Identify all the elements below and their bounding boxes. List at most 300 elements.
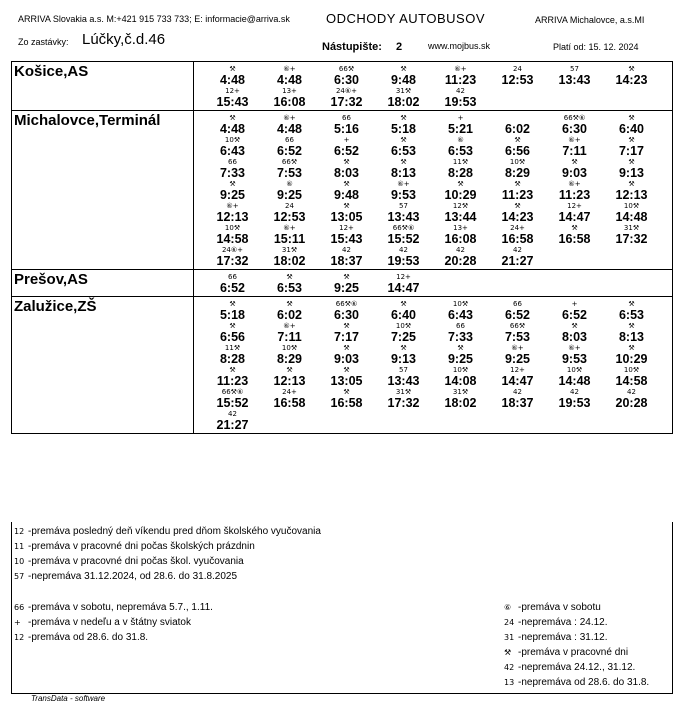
departure-entry [318,157,375,179]
departure-entry [375,64,432,86]
departure-note-mark: ⚒ [571,224,578,232]
departure-note-mark: 11⚒ [224,344,241,352]
departure-note-mark: ⚒ [343,273,350,281]
departure-note-mark: + [343,136,350,144]
departure-note-mark: ⑥+ [283,65,296,73]
departure-grid [194,297,672,433]
departure-note-mark: 24⑥+ [335,87,358,95]
departure-note-mark: ⚒ [514,136,521,144]
departure-time: 12:13 [216,210,249,224]
departure-time: 8:28 [219,352,246,366]
departure-time: 14:23 [615,73,648,87]
departure-time: 7:33 [219,166,246,180]
departure-entry [318,201,375,223]
departure-entry [318,223,375,245]
departure-entry [546,223,603,245]
website: www.mojbus.sk [428,41,491,51]
departure-note-mark: 10⚒ [623,202,640,210]
departure-entry [204,223,261,245]
legend-item [504,677,649,688]
departure-entry [489,299,546,321]
departure-note-mark: 42 [342,246,351,254]
departure-note-mark: 66⚒⑥ [335,300,358,308]
departure-note-mark: 11⚒ [452,158,469,166]
departure-entry [432,179,489,201]
departure-entry [432,343,489,365]
departure-time: 6:52 [561,308,588,322]
legend-item [14,571,237,582]
departure-entry [204,409,261,431]
legend-symbol: + [14,618,21,627]
destination-row [12,62,672,111]
departure-note-mark: + [457,114,464,122]
departure-note-mark: 66 [285,136,294,144]
legend-item [14,602,213,613]
departure-entry [318,179,375,201]
legend-symbol: 12 [14,527,25,536]
departure-time: 9:53 [390,188,417,202]
departure-time: 13:43 [558,73,591,87]
departure-time: 12:53 [273,210,306,224]
departure-entry [318,86,375,108]
departure-entry [375,201,432,223]
departure-note-mark: ⚒ [571,322,578,330]
departure-note-mark: ⚒ [286,273,293,281]
departure-note-mark: 10⚒ [224,224,241,232]
departure-entry [546,135,603,157]
departure-time: 8:13 [390,166,417,180]
departure-time: 8:13 [618,330,645,344]
departure-entry [432,86,489,108]
departure-entry [375,86,432,108]
departure-entry [489,64,546,86]
departure-time: 6:53 [390,144,417,158]
departure-note-mark: 10⚒ [509,158,526,166]
destination-row [12,270,672,297]
departure-entry [375,343,432,365]
departure-entry [546,365,603,387]
departure-note-mark: 10⚒ [224,136,241,144]
departure-note-mark: 24 [285,202,294,210]
destination-row [12,111,672,270]
departure-time: 12:13 [273,374,306,388]
departure-entry [603,201,660,223]
departure-entry [261,64,318,86]
departure-entry [318,272,375,294]
departure-note-mark: 42 [513,388,522,396]
departure-time: 4:48 [276,73,303,87]
departure-entry [546,321,603,343]
departure-entry [204,365,261,387]
legend-item [504,617,608,628]
departure-entry [204,321,261,343]
departure-entry [318,299,375,321]
legend-item [14,632,148,643]
departure-entry [318,245,375,267]
departure-time: 15:43 [330,232,363,246]
legend-text: -premáva v pracovné dni počas školských prázdnin [28,541,255,552]
departure-entry [489,365,546,387]
departure-entry [261,135,318,157]
departure-entry [318,343,375,365]
departure-entry [546,343,603,365]
departure-grid [194,270,672,296]
departure-time: 7:53 [504,330,531,344]
legend-item [14,541,255,552]
departure-time: 16:58 [501,232,534,246]
departure-time: 4:48 [219,73,246,87]
departure-entry [261,201,318,223]
departure-time: 7:53 [276,166,303,180]
departure-entry [375,299,432,321]
departure-time: 7:25 [390,330,417,344]
departure-time: 17:32 [330,95,363,109]
departure-time: 19:53 [444,95,477,109]
departure-entry [603,387,660,409]
departure-note-mark: 66 [342,114,351,122]
legend-item [504,602,601,613]
departure-entry [204,272,261,294]
departure-entry [204,135,261,157]
departure-entry [204,113,261,135]
departure-entry [261,179,318,201]
departure-note-mark: 10⚒ [395,322,412,330]
departure-grid [194,62,672,110]
departure-time: 6:53 [447,144,474,158]
departure-note-mark: 66⚒⑥ [221,388,244,396]
departure-time: 14:48 [558,374,591,388]
departure-time: 14:47 [387,281,420,295]
departure-entry [432,299,489,321]
departure-note-mark: 42 [570,388,579,396]
departure-entry [489,157,546,179]
departure-time: 9:25 [447,352,474,366]
legend-symbol: 13 [504,678,515,687]
departure-entry [432,113,489,135]
departure-time: 5:21 [447,122,474,136]
departure-entry [603,343,660,365]
departure-note-mark: 42 [228,410,237,418]
departure-entry [204,179,261,201]
departure-entry [261,387,318,409]
legend-item [14,617,191,628]
departure-note-mark: ⚒ [343,158,350,166]
legend-text: -premáva v pracovné dni počas škol. vyučovania [28,556,244,567]
departure-note-mark: ⑥ [286,180,293,188]
departure-time: 18:02 [444,396,477,410]
departure-note-mark: ⚒ [343,202,350,210]
legend-symbol: 12 [14,633,25,642]
departure-entry [204,387,261,409]
departure-time: 17:32 [387,396,420,410]
departure-note-mark: ⑥+ [283,224,296,232]
departure-time: 9:25 [219,188,246,202]
departure-note-mark: ⚒ [229,114,236,122]
departure-time: 14:23 [501,210,534,224]
departure-time: 6:43 [219,144,246,158]
departure-entry [318,113,375,135]
departure-note-mark: 12+ [567,202,582,210]
departure-note-mark: 12⚒ [452,202,469,210]
departure-time: 6:52 [333,144,360,158]
departure-time: 6:30 [333,308,360,322]
departure-note-mark: 12+ [510,366,525,374]
departure-note-mark: 42 [456,87,465,95]
departure-entry [546,387,603,409]
departure-entry [603,135,660,157]
departure-time: 13:44 [444,210,477,224]
departure-time: 15:52 [216,396,249,410]
legend-text: -premáva v nedeľu a v štátny sviatok [28,617,191,628]
departure-time: 13:05 [330,210,363,224]
departure-time: 21:27 [501,254,534,268]
departure-note-mark: ⚒ [400,344,407,352]
departure-note-mark: ⑥+ [283,322,296,330]
departure-note-mark: 24+ [510,224,525,232]
departure-note-mark: ⚒ [514,180,521,188]
departure-entry [318,64,375,86]
departure-time: 16:58 [273,396,306,410]
departure-entry [318,365,375,387]
departure-time: 16:08 [273,95,306,109]
departure-time: 8:29 [276,352,303,366]
legend-text: -premáva v pracovné dni [518,647,629,658]
departure-time: 8:03 [561,330,588,344]
departure-time: 18:02 [387,95,420,109]
departure-note-mark: 13+ [453,224,468,232]
legend-text: -premáva od 28.6. do 31.8. [28,632,149,643]
departure-time: 14:47 [501,374,534,388]
departure-entry [261,299,318,321]
departure-time: 17:32 [615,232,648,246]
departure-time: 15:43 [216,95,249,109]
departure-note-mark: ⑥+ [568,180,581,188]
departure-entry [375,272,432,294]
departure-note-mark: ⚒ [400,158,407,166]
departure-time: 16:08 [444,232,477,246]
departure-entry [546,157,603,179]
departure-note-mark: 13+ [282,87,297,95]
departure-entry [432,223,489,245]
departure-time: 6:56 [219,330,246,344]
departure-time: 15:52 [387,232,420,246]
departure-entry [489,343,546,365]
legend-symbol: ⚒ [504,648,512,657]
departure-time: 16:58 [330,396,363,410]
departure-time: 9:48 [390,73,417,87]
departure-time: 5:16 [333,122,360,136]
departure-note-mark: ⚒ [343,322,350,330]
departure-note-mark: ⑥ [457,136,464,144]
legend-text: -premáva v sobotu [518,602,601,613]
departure-time: 14:58 [615,374,648,388]
departure-note-mark: ⚒ [628,65,635,73]
departure-time: 16:58 [558,232,591,246]
destination-name: Zalužice,ZŠ [12,297,194,433]
departure-note-mark: ⚒ [400,65,407,73]
departure-time: 6:53 [276,281,303,295]
legend-item [14,526,321,537]
departure-entry [261,223,318,245]
departure-time: 9:25 [276,188,303,202]
departure-entry [318,387,375,409]
departure-note-mark: 10⚒ [623,366,640,374]
departure-note-mark: ⚒ [229,366,236,374]
departure-entry [432,157,489,179]
departure-note-mark: ⚒ [571,158,578,166]
departure-note-mark: 24⑥+ [221,246,244,254]
departure-time: 14:58 [216,232,249,246]
departure-note-mark: ⑥+ [454,65,467,73]
departure-note-mark: ⚒ [628,344,635,352]
departure-note-mark: 66 [228,273,237,281]
departure-note-mark: 10⚒ [452,300,469,308]
departure-note-mark: ⚒ [286,366,293,374]
departure-grid [194,111,672,269]
departure-time: 7:17 [333,330,360,344]
departure-note-mark: ⚒ [400,136,407,144]
departure-entry [375,179,432,201]
legend-item [504,647,628,658]
departure-entry [546,179,603,201]
legend-text: -nepremáva 31.12.2024, od 28.6. do 31.8.2025 [28,571,238,582]
departure-time: 21:27 [216,418,249,432]
departure-entry [261,321,318,343]
departure-entry [375,245,432,267]
departure-entry [432,64,489,86]
departure-entry [489,387,546,409]
departure-time: 9:25 [333,281,360,295]
departure-time: 6:52 [276,144,303,158]
departure-time: 6:52 [504,308,531,322]
departure-entry [489,245,546,267]
departure-note-mark: + [571,300,578,308]
departure-time: 19:53 [387,254,420,268]
departure-note-mark: 31⚒ [395,388,412,396]
departure-note-mark: ⚒ [400,300,407,308]
departure-time: 5:18 [390,122,417,136]
legend-text: -nepremáva od 28.6. do 31.8. [518,677,650,688]
departure-note-mark: 66⚒ [509,322,526,330]
departure-entry [546,299,603,321]
departure-time: 10:29 [615,352,648,366]
departure-note-mark: 12+ [225,87,240,95]
departure-note-mark: ⚒ [229,322,236,330]
departure-note-mark: ⚒ [628,300,635,308]
departure-time: 14:08 [444,374,477,388]
departure-note-mark: 66⚒ [281,158,298,166]
departure-note-mark: 24+ [282,388,297,396]
departure-entry [261,245,318,267]
departure-note-mark: 66 [228,158,237,166]
legend-item [14,556,244,567]
departure-entry [603,365,660,387]
departure-entry [261,272,318,294]
departure-time: 9:13 [618,166,645,180]
departure-note-mark: 10⚒ [566,366,583,374]
legend-symbol: 57 [14,572,25,581]
departure-note-mark: ⚒ [514,202,521,210]
legend-text: -nepremáva : 31.12. [518,632,608,643]
departure-note-mark: ⑥+ [283,114,296,122]
departure-entry [204,245,261,267]
departure-entry [261,86,318,108]
departure-entry [603,113,660,135]
departure-entry [261,157,318,179]
page-title: ODCHODY AUTOBUSOV [326,11,485,26]
company-contact: ARRIVA Slovakia a.s. M:+421 915 733 733; E: informacie@arriva.sk [18,14,290,24]
departure-time: 11:23 [444,73,477,87]
departure-time: 13:43 [387,374,420,388]
departure-entry [603,157,660,179]
departure-entry [603,299,660,321]
departure-time: 11:23 [558,188,591,202]
departure-entry [375,365,432,387]
departure-time: 17:32 [216,254,249,268]
departure-note-mark: 31⚒ [623,224,640,232]
departure-time: 11:23 [501,188,534,202]
legend-symbol: 66 [14,603,25,612]
departure-time: 6:56 [504,144,531,158]
departure-entry [261,365,318,387]
departure-note-mark: 66⚒⑥ [563,114,586,122]
departure-entry [489,223,546,245]
destination-name: Košice,AS [12,62,194,110]
departure-note-mark: 10⚒ [452,366,469,374]
departure-entry [375,113,432,135]
platform-number: 2 [396,41,403,53]
departure-entry [432,201,489,223]
departure-note-mark: ⚒ [628,180,635,188]
departure-time: 10:29 [444,188,477,202]
departure-note-mark: 57 [570,65,579,73]
departure-note-mark: 42 [456,246,465,254]
legend-box [11,522,673,694]
departure-note-mark: 42 [627,388,636,396]
departure-note-mark: 24 [513,65,522,73]
departure-time: 8:29 [504,166,531,180]
footer-credit: TransData - software [31,694,106,703]
destination-name: Prešov,AS [12,270,194,296]
departure-entry [261,343,318,365]
departure-note-mark: ⚒ [628,114,635,122]
departure-time: 11:23 [216,374,249,388]
departure-note-mark: 66⚒ [338,65,355,73]
departure-time: 6:52 [219,281,246,295]
departure-note-mark: ⚒ [628,322,635,330]
departure-time: 15:11 [273,232,306,246]
departure-time: 6:40 [390,308,417,322]
departure-entry [375,135,432,157]
departure-entry [204,343,261,365]
departure-note-mark: ⚒ [229,300,236,308]
departure-note-mark: 66 [513,300,522,308]
departure-entry [261,113,318,135]
departure-note-mark: 31⚒ [281,246,298,254]
departure-time: 6:53 [618,308,645,322]
departure-time: 18:37 [501,396,534,410]
departure-note-mark: 66⚒⑥ [392,224,415,232]
legend-item [504,632,608,643]
departure-entry [489,135,546,157]
departure-time: 6:02 [504,122,531,136]
legend-text: -nepremáva : 24.12. [518,617,608,628]
departure-time: 6:43 [447,308,474,322]
operator-name: ARRIVA Michalovce, a.s.MI [535,15,645,25]
departure-time: 9:03 [561,166,588,180]
departure-time: 6:02 [276,308,303,322]
legend-symbol: 10 [14,557,25,566]
